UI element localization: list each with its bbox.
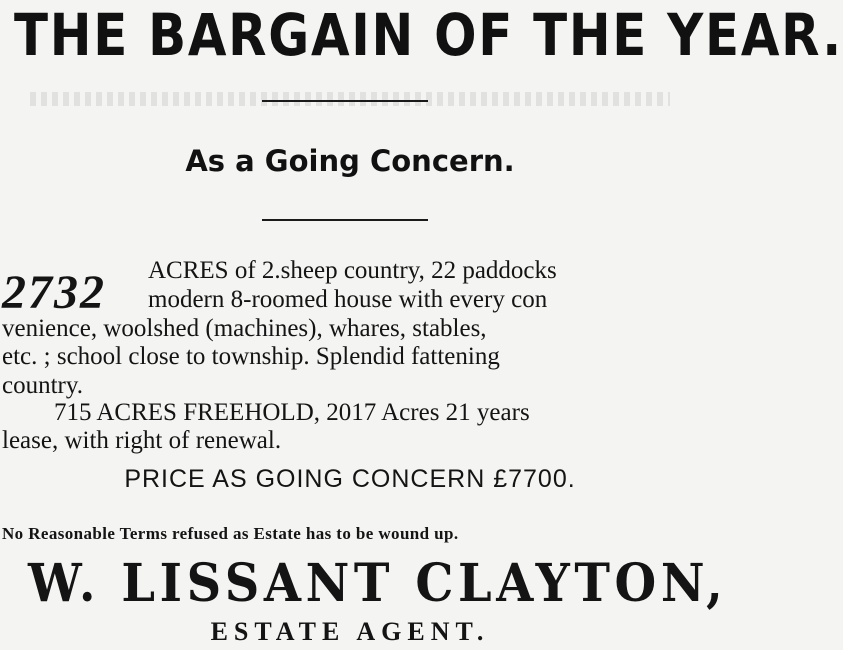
headline: THE BARGAIN OF THE YEAR.	[14, 1, 843, 69]
tenure-line-1: 715 ACRES FREEHOLD, 2017 Acres 21 years	[54, 399, 530, 426]
faint-print-texture	[30, 92, 670, 106]
agent-name: W. LISSANT CLAYTON,	[28, 553, 728, 614]
description-line-4: etc. ; school close to township. Splendid fattening	[2, 343, 500, 370]
terms-line: No Reasonable Terms refused as Estate has to be wound up.	[2, 524, 459, 543]
description-line-2: modern 8-roomed house with every con	[148, 286, 548, 313]
agent-title: ESTATE AGENT.	[210, 617, 490, 646]
subhead: As a Going Concern.	[185, 144, 515, 178]
description-line-5: country.	[2, 372, 83, 399]
description-line-1: ACRES of 2.sheep country, 22 paddocks	[148, 257, 557, 284]
acreage-figure: 2732	[2, 266, 106, 319]
divider-rule-top	[262, 100, 428, 102]
description-line-3: venience, woolshed (machines), whares, stables,	[2, 315, 487, 342]
divider-rule-middle	[262, 219, 428, 221]
price-line: PRICE AS GOING CONCERN £7700.	[124, 465, 576, 493]
tenure-line-2: lease, with right of renewal.	[2, 427, 282, 454]
